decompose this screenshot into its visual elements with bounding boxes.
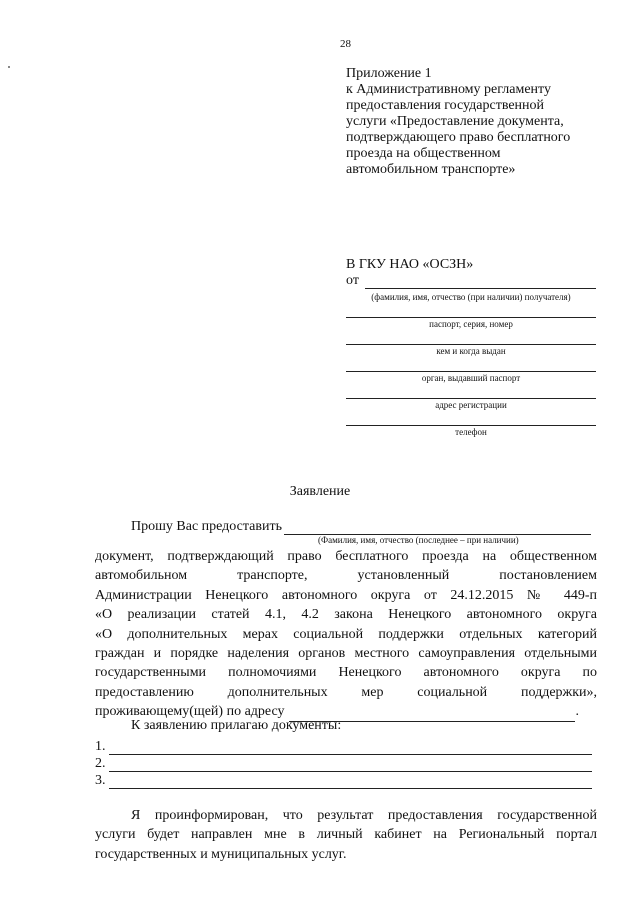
beneficiary-name-field[interactable] [284,522,591,535]
registration-input-line[interactable] [346,384,596,399]
attachments-list [95,738,592,789]
applicant-name-caption: (фамилия, имя, отчество (при наличии) получателя) [371,292,571,302]
request-body [95,547,597,722]
body-line: государственными полномочиями Ненецкого автономного округа по [95,665,597,681]
registration-caption: адрес регистрации [435,400,507,410]
appendix-line: предоставления государственной [346,98,545,113]
passport-input-line[interactable] [346,303,596,318]
appendix-line: Приложение 1 [346,66,432,81]
issued-caption: кем и когда выдан [436,346,506,356]
address-end: . [575,704,579,720]
issued-input-line[interactable] [346,330,596,345]
phone-input-line[interactable] [346,411,596,426]
request-row [131,518,591,535]
issuer-input-line[interactable] [346,357,596,372]
body-line: автомобильном транспорте, установленный постановлением [95,568,597,584]
attachment-field[interactable] [109,742,592,755]
appendix-line: подтверждающего право бесплатного [346,130,571,145]
attachment-field[interactable] [109,759,592,772]
passport-caption: паспорт, серия, номер [429,319,513,329]
phone-field [346,411,596,438]
appendix-line: проезда на общественном [346,146,501,161]
passport-field [346,303,596,330]
issuer-field [346,357,596,384]
body-line: «О реализации статей 4.1, 4.2 закона Ненецкого автономного округа [95,607,597,623]
body-line: «О дополнительных мерах социальной поддержки отдельных категорий [95,626,597,642]
registration-field [346,384,596,411]
info-line: услуги будет направлен мне в личный кабинет на Региональный портал [95,827,597,843]
issuer-caption: орган, выдавший паспорт [421,373,521,383]
scan-speck [8,66,10,68]
attachments-title: К заявлению прилагаю документы: [131,718,342,733]
recipient-organization: В ГКУ НАО «ОСЗН» [346,257,474,272]
attachment-item [95,772,592,789]
body-line: Администрации Ненецкого автономного округа от 24.12.2015 № 449-п [95,587,597,603]
beneficiary-name-caption: (Фамилия, имя, отчество (последнее – при наличии) [318,535,519,545]
attachment-field[interactable] [109,776,592,789]
from-label: от [346,273,359,288]
appendix-header [346,66,616,178]
address-label: проживающему(щей) по адресу [95,704,285,720]
appendix-line: автомобильном транспорте» [346,162,516,177]
from-row [346,273,596,289]
attachment-number: 2. [95,756,106,771]
attachment-item [95,755,592,772]
request-lead: Прошу Вас предоставить [131,519,282,534]
info-paragraph [95,806,597,864]
document-title: Заявление [289,484,351,499]
body-line: предоставлению дополнительных мер социальной поддержки», [95,684,597,700]
attachment-number: 3. [95,773,106,788]
body-line: документ, подтверждающий право бесплатного проезда на общественном [95,549,597,564]
attachment-item [95,738,592,755]
attachment-number: 1. [95,739,106,754]
issued-field [346,330,596,357]
appendix-line: услуги «Предоставление документа, [346,114,564,129]
info-line: Я проинформирован, что результат предоставления государственной [131,808,597,823]
phone-caption: телефон [455,427,487,437]
appendix-line: к Административному регламенту [346,82,551,97]
page-number: 28 [340,38,351,50]
recipient-block [346,256,596,438]
body-line: граждан и порядке наделения органов местного самоуправления отдельными [95,646,597,662]
applicant-name-field[interactable] [365,276,596,289]
info-line: государственных и муниципальных услуг. [95,846,347,862]
